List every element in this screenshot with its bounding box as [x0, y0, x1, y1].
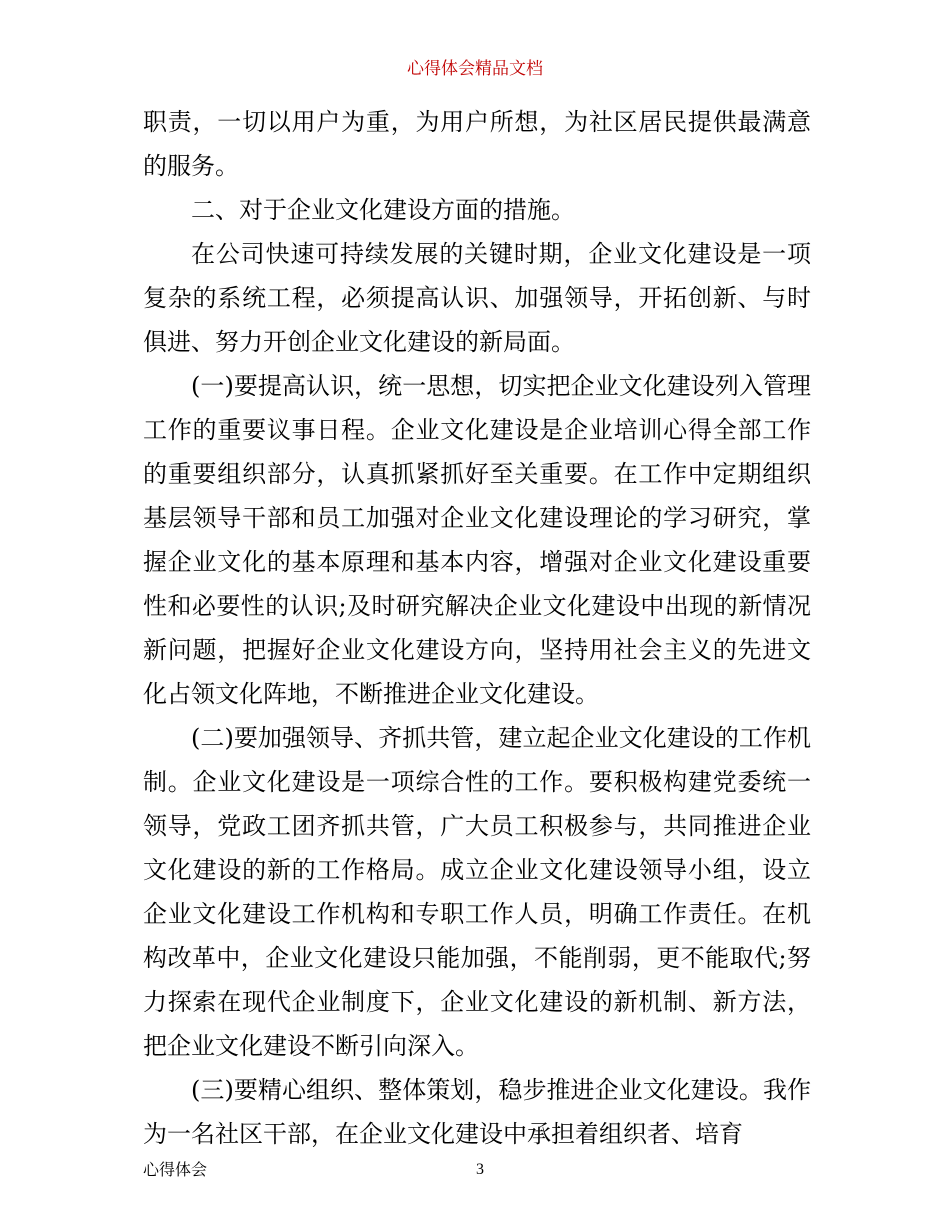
page-number: 3	[476, 1161, 484, 1178]
section-heading: 二、对于企业文化建设方面的措施。	[191, 196, 575, 224]
paragraph: 在公司快速可持续发展的关键时期，企业文化建设是一项复杂的系统工程，必须提高认识、加强领导，开拓创新、与时俱进、努力开创企业文化建设的新局面。	[143, 240, 811, 356]
paragraph: 职责，一切以用户为重，为用户所想，为社区居民提供最满意的服务。	[143, 108, 811, 180]
paragraph: (二)要加强领导、齐抓共管，建立起企业文化建设的工作机制。企业文化建设是一项综合性的工作。要积极构建党委统一领导，党政工团齐抓共管，广大员工积极参与，共同推进企业文化建设的新的工作格局。成立企业文化建设领导小组，设立企业文化建设工作机构和专职工作人员，明确工作责任。在机构改革中，企业文化建设只能加强，不能削弱，更不能取代;努力探索在现代企业制度下，企业文化建设的新机制、新方法，把企业文化建设不断引向深入。	[143, 724, 811, 1060]
paragraph: (一)要提高认识，统一思想，切实把企业文化建设列入管理工作的重要议事日程。企业文化建设是企业培训心得全部工作的重要组织部分，认真抓紧抓好至关重要。在工作中定期组织基层领导干部和员工加强对企业文化建设理论的学习研究，掌握企业文化的基本原理和基本内容，增强对企业文化建设重要性和必要性的认识;及时研究解决企业文化建设中出现的新情况新问题，把握好企业文化建设方向，坚持用社会主义的先进文化占领文化阵地，不断推进企业文化建设。	[143, 372, 811, 708]
document-body	[143, 100, 811, 1156]
page-header-title: 心得体会精品文档	[407, 59, 543, 79]
paragraph: (三)要精心组织、整体策划，稳步推进企业文化建设。我作为一名社区干部，在企业文化建设中承担着组织者、培育	[143, 1076, 811, 1148]
footer-label: 心得体会	[143, 1160, 208, 1179]
